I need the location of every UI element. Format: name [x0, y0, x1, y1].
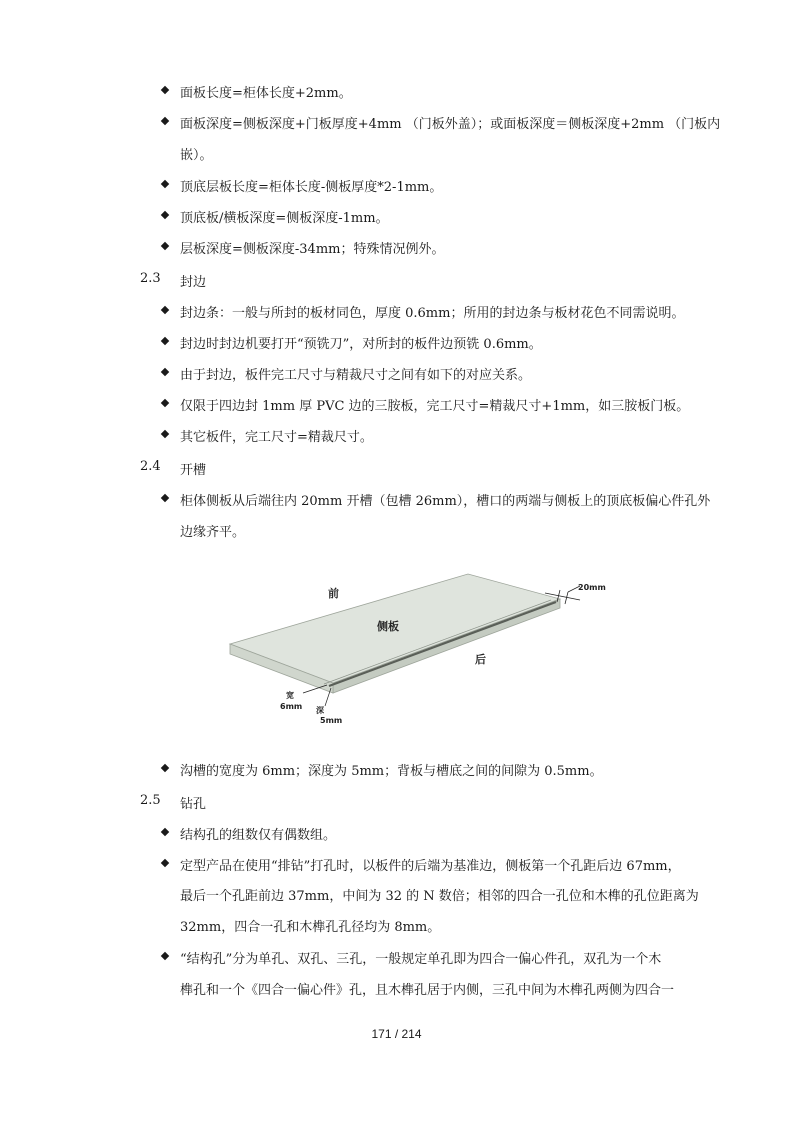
text-line: 层板深度=侧板深度-34mm；特殊情况例外。 [180, 242, 445, 257]
bullet-icon [161, 859, 169, 867]
label-back: 后 [475, 653, 486, 666]
section-number: 2.4 [140, 459, 161, 474]
bullet-icon [161, 337, 169, 345]
section-number: 2.5 [140, 793, 161, 808]
text-line: 最后一个孔距前边 37mm，中间为 32 的 N 数倍；相邻的四合一孔位和木榫的孔位距离为 [180, 889, 699, 904]
text-line: “结构孔”分为单孔、双孔、三孔，一般规定单孔即为四合一偏心件孔，双孔为一个木 [180, 952, 662, 967]
side-panel-groove-figure [225, 572, 610, 732]
text-line: 封边时封边机要打开“预铣刀”，对所封的板件边预铣 0.6mm。 [180, 337, 542, 352]
bullet-icon [161, 368, 169, 376]
text-line: 32mm，四合一孔和木榫孔孔径均为 8mm。 [180, 920, 441, 935]
text-line: 顶底板/横板深度=侧板深度-1mm。 [180, 211, 389, 226]
label-width: 宽 [286, 691, 294, 700]
label-depth: 深 [316, 706, 324, 715]
bullet-icon [161, 952, 169, 960]
section-number: 2.3 [140, 271, 161, 286]
bullet-icon [161, 494, 169, 502]
text-line: 榫孔和一个《四合一偏心件》孔，且木榫孔居于内侧，三孔中间为木榫孔两侧为四合一 [180, 983, 675, 998]
section-title: 钻孔 [180, 797, 207, 812]
bullet-icon [161, 180, 169, 188]
label-20mm: 20mm [578, 583, 606, 592]
text-line: 由于封边，板件完工尺寸与精裁尺寸之间有如下的对应关系。 [180, 368, 532, 383]
text-line: 嵌）。 [180, 148, 213, 163]
text-line: 其它板件，完工尺寸=精裁尺寸。 [180, 430, 373, 445]
section-title: 开槽 [180, 463, 207, 478]
bullet-icon [161, 399, 169, 407]
text-line: 顶底层板长度=柜体长度-侧板厚度*2-1mm。 [180, 180, 443, 195]
label-front: 前 [328, 587, 339, 600]
bullet-icon [161, 117, 169, 125]
text-line: 仅限于四边封 1mm 厚 PVC 边的三胺板，完工尺寸=精裁尺寸+1mm，如三胺板门板。 [180, 399, 690, 414]
text-line: 面板深度=侧板深度+门板厚度+4mm （门板外盖）；或面板深度＝侧板深度+2mm （门板内 [180, 117, 721, 132]
bullet-icon [161, 764, 169, 772]
page-number: 171 / 214 [371, 1027, 422, 1041]
text-line: 柜体侧板从后端往内 20mm 开槽（包槽 26mm），槽口的两端与侧板上的顶底板偏心件孔外 [180, 494, 711, 509]
text-line: 结构孔的组数仅有偶数组。 [180, 828, 337, 843]
bullet-icon [161, 828, 169, 836]
text-line: 面板长度=柜体长度+2mm。 [180, 86, 352, 101]
section-title: 封边 [180, 275, 207, 290]
label-5mm: 5mm [320, 716, 343, 725]
bullet-icon [161, 306, 169, 314]
text-line: 边缘齐平。 [180, 525, 246, 540]
text-line: 定型产品在使用“排钻”打孔时，以板件的后端为基准边，侧板第一个孔距后边 67mm， [180, 859, 681, 874]
bullet-icon [161, 86, 169, 94]
bullet-icon [161, 242, 169, 250]
bullet-icon [161, 211, 169, 219]
text-line: 封边条：一般与所封的板材同色，厚度 0.6mm；所用的封边条与板材花色不同需说明。 [180, 306, 685, 321]
label-6mm: 6mm [280, 702, 303, 711]
bullet-icon [161, 430, 169, 438]
text-line: 沟槽的宽度为 6mm；深度为 5mm；背板与槽底之间的间隙为 0.5mm。 [180, 764, 603, 779]
dimension-tick [565, 592, 568, 604]
label-panel: 侧板 [377, 620, 399, 633]
